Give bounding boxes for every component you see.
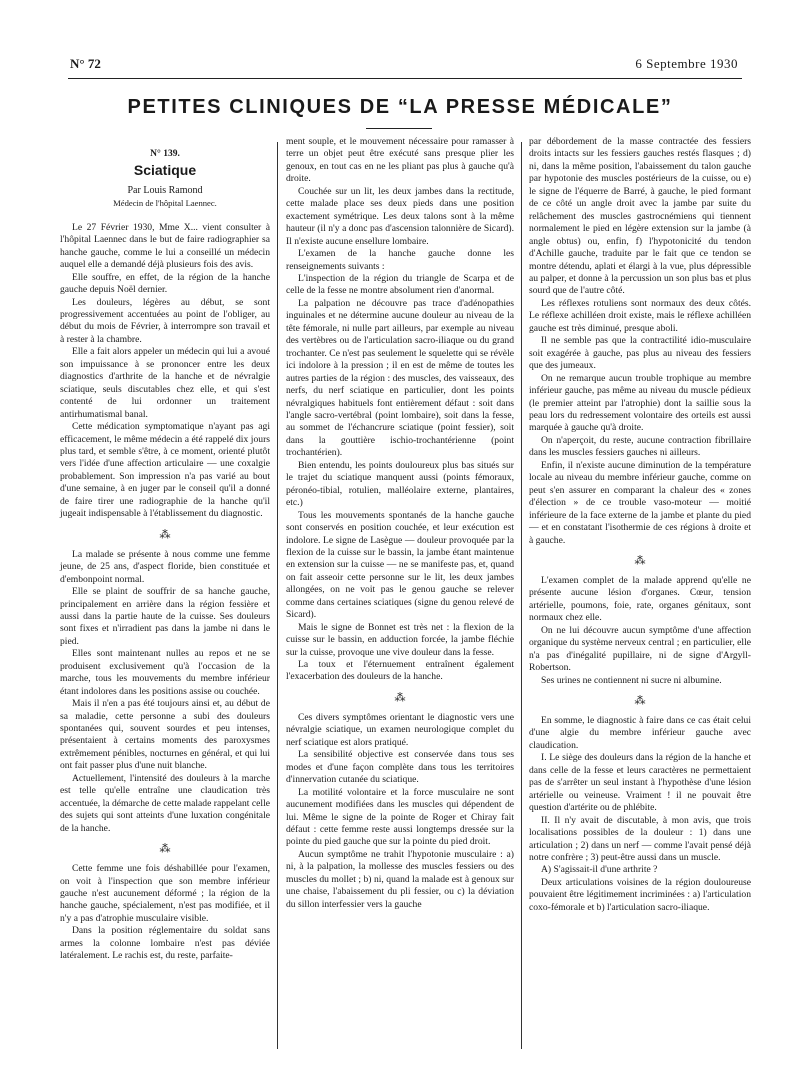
paragraph: La toux et l'éternuement entraînent également l'exacerbation des douleurs de la hanche. — [286, 659, 514, 683]
header-rule — [68, 78, 742, 79]
article-title: Sciatique — [133, 162, 197, 179]
paragraph: A) S'agissait-il d'une arthrite ? — [541, 864, 658, 876]
paragraph: Couchée sur un lit, les deux jambes dans la rectitude, cette malade place ses deux pieds dans une position exactement symétrique. Les deux talons sont à la même hauteur (il n'y a donc pas d'ascension talonnière de Sicard). Il n'existe aucune ensellure lombaire. — [286, 185, 514, 247]
paragraph: On ne lui découvre aucun symptôme d'une affection organique du système nerveux central ; en particulier, elle n'a pas d'inégalité pupillaire, ni de signe d'Argyll-Robertson. — [529, 624, 751, 674]
paragraph: On n'aperçoit, du reste, aucune contraction fibrillaire dans les muscles fessiers gauches ni ailleurs. — [529, 434, 751, 459]
paragraph: Bien entendu, les points douloureux plus bas situés sur le trajet du sciatique manquent aussi (points fémoraux, péronéo-tibial, rotulien, malléolaire externe, plantaires, etc.) — [286, 459, 514, 509]
paragraph: Mais il n'en a pas été toujours ainsi et, au début de sa maladie, cette personne a subi des douleurs spontanées qui, souvent sourdes et peu intenses, présentaient à certains moments des paroxysmes extrêmement pénibles, nocturnes en général, et qui lui ont fait passer plus d'une nuit blanche. — [60, 698, 270, 772]
paragraph: Tous les mouvements spontanés de la hanche gauche sont conservés en position couchée, et leur exécution est indolore. Le signe de Lasègue — douleur provoquée par la flexion de la cuisse sur le bassin, la jambe étant maintenue en extension sur la cuisse — ne se manifeste pas, et, quand on fait asseoir cette personne sur le lit, les deux jambes allongées, on ne voit pas le genou gauche se relever comme dans certaines sciatiques (signe du genou relevé de Sicard). — [286, 509, 514, 621]
author-affiliation: Médecin de l'hôpital Laennec. — [113, 198, 217, 209]
page-header — [70, 56, 738, 76]
section-break: ⁂ — [634, 554, 646, 567]
paragraph: La motilité volontaire et la force musculaire ne sont aucunement modifiées dans les muscles qui dépendent de lui. Même le signe de la pointe de Roger et Chiray fait défaut : cette femme reste aussi longtemps dressée sur la pointe du pied gauche que sur la pointe du pied droit. — [286, 786, 514, 848]
paragraph: Actuellement, l'intensité des douleurs à la marche est telle qu'elle entraîne une claudication très accentuée, la démarche de cette malade rappelant celle des sujets qui sont atteints d'une luxation congénitale de la hanche. — [60, 772, 270, 834]
paragraph: par débordement de la masse contractée des fessiers droits intacts sur les fessiers gauches restés flasques ; d) ni, dans la même position, l'abaissement du talon gauche par hypotonie des muscles postérieurs de la cuisse, ou e) le signe de l'équerre de Barré, à gauche, le pied formant de ce côté un angle droit avec la jambe par suite du relâchement des muscles gastrocnémiens qui tiennent normalement le pied en légère extension sur la jambe (à angle obtus) ou, enfin, f) l'hypotonicité du tendon d'Achille gauche, traduite par le fait que ce tendon se montre détendu, aplati et élargi à la vue, plus dépressible au palper, et donne à la percussion un son plus bas et plus sourd que de l'autre côté. — [529, 136, 751, 297]
column-2 — [286, 136, 514, 911]
paragraph: Elle se plaint de souffrir de sa hanche gauche, principalement en arrière dans la région fessière et aussi dans la partie haute de la cuisse. Ses douleurs sont fixes et n'irradient pas dans la jambe ni dans le pied. — [60, 586, 270, 647]
paragraph: Aucun symptôme ne trahit l'hypotonie musculaire : a) ni, à la palpation, la mollesse des muscles fessiers ou des muscles du mollet ; b) ni, quand la malade est à genoux sur une chaise, l'abaissement du pli fessier, ou c) la déviation du sillon interfessier vers la gauche — [286, 848, 514, 910]
paragraph: Les douleurs, légères au début, se sont progressivement accentuées au point de l'obliger, au début du mois de Février, à interrompre son travail et à rester à la chambre. — [60, 296, 270, 345]
paragraph: Ses urines ne contiennent ni sucre ni albumine. — [541, 674, 722, 686]
journal-title: PETITES CLINIQUES DE “LA PRESSE MÉDICALE” — [127, 96, 673, 118]
paragraph: Mais le signe de Bonnet est très net : la flexion de la cuisse sur le bassin, en adduction forcée, la jambe fléchie sur la cuisse, provoque une vive douleur dans la fesse. — [286, 621, 514, 658]
paragraph: Cette médication symptomatique n'ayant pas agi efficacement, le même médecin a été rappelé dix jours plus tard, et semble s'être, à ce moment, orienté plutôt vers l'idée d'une affection articulaire — une coxalgie probablement. Son impression n'a pas varié au bout d'une semaine, à en juger par le conseil qu'il a donné de faire tirer une radiographie de la hanche qu'il jugeait indispensable à l'établissement du diagnostic. — [60, 421, 270, 520]
section-break: ⁂ — [159, 528, 171, 541]
section-break: ⁂ — [634, 695, 646, 708]
issue-date: 6 Septembre 1930 — [635, 56, 738, 71]
paragraph: Il ne semble pas que la contractilité idio-musculaire soit exagérée à gauche, pas plus au niveau des fessiers que des jumeaux. — [529, 335, 751, 372]
paragraph: Elle a fait alors appeler un médecin qui lui a avoué son impuissance à se prononcer entre les deux diagnostics d'arthrite de la hanche et de névralgie sciatique, seuls discutables chez elle, et qui s'est contenté de lui ordonner un traitement antirhumatismal banal. — [60, 346, 270, 420]
paragraph: I. Le siège des douleurs dans la région de la hanche et dans celle de la fesse et leurs caractères ne permettaient pas de s'arrêter un seul instant à l'hypothèse d'une lésion artérielle ou veineuse. Vraiment ! il ne pouvait être question d'artérite ou de phlébite. — [529, 752, 751, 814]
column-1 — [60, 142, 270, 963]
paragraph: L'examen de la hanche gauche donne les renseignements suivants : — [286, 248, 514, 272]
paragraph: Enfin, il n'existe aucune diminution de la température locale au niveau du membre inférieur gauche, comme on peut s'en assurer en comparant la chaleur des « zones d'élection » de ce trouble vaso-moteur — moitié inférieure de la face externe de la jambe et plante du pied — et en constatant l'isothermie de ces régions à droite et à gauche. — [529, 459, 751, 546]
paragraph: Dans la position réglementaire du soldat sans armes la colonne lombaire n'est pas déviée latéralement. Le rachis est, du reste, parfaite- — [60, 925, 270, 962]
paragraph: Le 27 Février 1930, Mme X... vient consulter à l'hôpital Laennec dans le but de faire radiographier sa hanche gauche, comme le lui a conseillé un médecin auquel elle a demandé déjà plusieurs fois des avis. — [60, 221, 270, 271]
paragraph: Elles sont maintenant nulles au repos et ne se produisent exclusivement qu'à l'occasion de la marche, tous les mouvements du membre inférieur étant indolores dans les positions assise ou couchée. — [60, 648, 270, 697]
paragraph: L'inspection de la région du triangle de Scarpa et de celle de la fesse ne montre absolument rien d'anormal. — [286, 272, 514, 297]
column-3 — [529, 136, 751, 914]
paragraph: La malade se présente à nous comme une femme jeune, de 25 ans, d'aspect floride, bien constituée et d'embonpoint normal. — [60, 548, 270, 585]
paragraph: La sensibilité objective est conservée dans tous ses modes et d'une façon complète dans tous les territoires d'innervation cutanée du sciatique. — [286, 749, 514, 786]
paragraph: Deux articulations voisines de la région douloureuse pouvaient être légitimement incriminées : a) l'articulation coxo-fémorale et b) l'articulation sacro-iliaque. — [529, 876, 751, 913]
paragraph: Elle souffre, en effet, de la région de la hanche gauche depuis Noël dernier. — [60, 271, 270, 296]
paragraph: La palpation ne découvre pas trace d'adénopathies inguinales et ne détermine aucune douleur au niveau de la tête fémorale, ni nulle part ailleurs, par exemple au niveau des vertèbres ou de l'articulation sacro-iliaque ou du grand trochanter. Ce n'est pas seulement le squelette qui se révèle ici indolore à la pression ; il en est de même de toutes les autres parties de la région : des muscles, des vaisseaux, des nerfs, du nerf sciatique en particulier, dont les points névralgiques habituels font entièrement défaut : soit dans l'angle sacro-vertébral (point lombaire), soit dans la fesse, au sommet de l'échancrure sciatique (point fessier), soit dans la gouttière ischio-trochantérienne (point trochantérien). — [286, 297, 514, 459]
paragraph: En somme, le diagnostic à faire dans ce cas était celui d'une algie du membre inférieur gauche avec claudication. — [529, 715, 751, 751]
paragraph: Les réflexes rotuliens sont normaux des deux côtés. Le réflexe achilléen droit existe, mais le réflexe achilléen gauche est très diminué, presque aboli. — [529, 297, 751, 334]
paragraph: On ne remarque aucun trouble trophique au membre inférieur gauche, pas même au niveau du muscle pédieux (le premier atteint par l'atrophie) dont la saillie sous la peau lors du redressement volontaire des orteils est aussi marquée à gauche qu'à droite. — [529, 372, 751, 434]
issue-number: N° 72 — [70, 56, 101, 71]
paragraph: ment souple, et le mouvement nécessaire pour ramasser à terre un objet peut être exécuté sans presque plier les genoux, en tout cas en ne les pliant pas plus à gauche qu'à droite. — [286, 136, 514, 185]
paragraph: II. Il n'y avait de discutable, à mon avis, que trois localisations possibles de la douleur : 1) dans une articulation ; 2) dans un nerf — comme l'avait pensé déjà notre confrère ; 3) peut-être aussi dans un muscle. — [529, 814, 751, 864]
section-break: ⁂ — [394, 691, 406, 704]
section-break: ⁂ — [159, 843, 171, 856]
article-author: Par Louis Ramond — [127, 184, 203, 196]
column-divider-1 — [277, 142, 278, 1049]
paragraph: Cette femme une fois déshabillée pour l'examen, on voit à l'inspection que son membre inférieur gauche n'est aucunement déformé ; la région de la hanche gauche, spécialement, n'est pas modifiée, et il n'y a pas d'atrophie musculaire visible. — [60, 863, 270, 924]
article-number: N° 139. — [150, 149, 180, 159]
paragraph: Ces divers symptômes orientant le diagnostic vers une névralgie sciatique, un examen neurologique complet du nerf sciatique est alors pratiqué. — [286, 711, 514, 748]
title-rule — [366, 128, 432, 129]
column-divider-2 — [521, 142, 522, 1049]
paragraph: L'examen complet de la malade apprend qu'elle ne présente aucune lésion d'organes. Cœur, tension artérielle, poumons, foie, rate, organes génitaux, sont normaux chez elle. — [529, 574, 751, 624]
